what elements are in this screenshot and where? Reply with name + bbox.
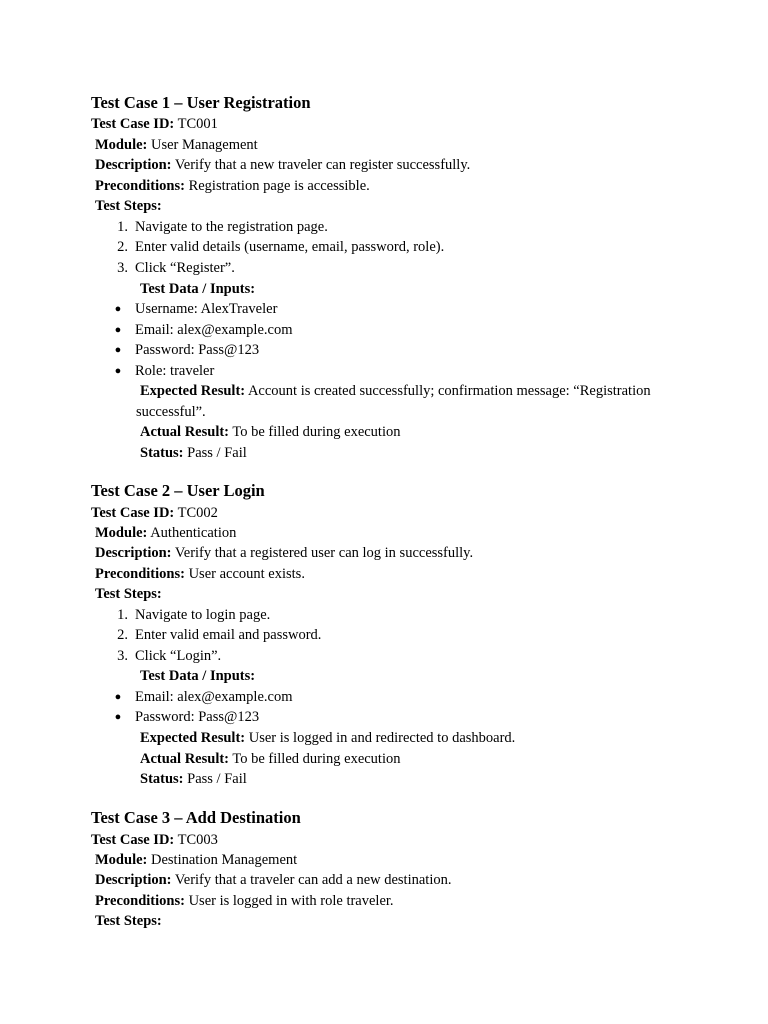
tc2-status: Pass / Fail bbox=[187, 771, 247, 787]
tc1-heading: Test Case 1 – User Registration bbox=[91, 93, 311, 112]
step-text: Navigate to login page. bbox=[135, 607, 271, 623]
tc3-steps-label bbox=[95, 911, 162, 931]
tc1-id-row bbox=[91, 114, 218, 134]
tc1-status: Pass / Fail bbox=[187, 445, 247, 461]
list-number: 2. bbox=[117, 627, 128, 643]
step-text: Click “Login”. bbox=[135, 648, 222, 664]
data-text: Username: AlexTraveler bbox=[135, 301, 278, 317]
bullet-icon: ● bbox=[114, 691, 122, 703]
field-label: Test Steps: bbox=[95, 586, 162, 602]
field-label: Test Case ID: bbox=[91, 505, 175, 521]
bullet-icon: ● bbox=[114, 324, 122, 336]
data-text: Password: Pass@123 bbox=[135, 342, 260, 358]
bullet-icon: ● bbox=[114, 711, 122, 723]
tc2-id-row bbox=[91, 503, 218, 523]
field-label: Status: bbox=[140, 445, 184, 461]
tc1-actual-row bbox=[140, 422, 401, 442]
tc2-expected: User is logged in and redirected to dashboard. bbox=[248, 730, 516, 746]
tc1-id: TC001 bbox=[177, 116, 218, 132]
field-label: Expected Result: bbox=[140, 383, 246, 399]
tc3-pre-row bbox=[95, 891, 394, 911]
tc1-desc: Verify that a new traveler can register successfully. bbox=[174, 157, 471, 173]
tc2-pre-row bbox=[95, 564, 305, 584]
tc2-steps-label bbox=[95, 584, 162, 604]
step-text: Navigate to the registration page. bbox=[135, 219, 328, 235]
tc1-expected-row bbox=[140, 381, 651, 401]
tc2-module-row bbox=[95, 523, 236, 543]
field-label: Status: bbox=[140, 771, 184, 787]
tc3-pre: User is logged in with role traveler. bbox=[188, 893, 394, 909]
tc2-data-label bbox=[140, 666, 255, 686]
data-text: Email: alex@example.com bbox=[135, 689, 293, 705]
list-number: 1. bbox=[117, 219, 128, 235]
bullet-icon: ● bbox=[114, 344, 122, 356]
field-label: Preconditions: bbox=[95, 893, 185, 909]
tc3-id-row bbox=[91, 830, 218, 850]
tc2-id: TC002 bbox=[177, 505, 218, 521]
data-text: Email: alex@example.com bbox=[135, 322, 293, 338]
field-label: Module: bbox=[95, 525, 148, 541]
tc2-expected-row bbox=[140, 728, 515, 748]
field-label: Module: bbox=[95, 852, 148, 868]
tc3-heading: Test Case 3 – Add Destination bbox=[91, 808, 301, 827]
step-text: Enter valid email and password. bbox=[135, 627, 322, 643]
field-label: Preconditions: bbox=[95, 178, 185, 194]
field-label: Preconditions: bbox=[95, 566, 185, 582]
list-number: 2. bbox=[117, 239, 128, 255]
field-label: Test Data / Inputs: bbox=[140, 281, 256, 297]
list-number: 3. bbox=[117, 260, 128, 276]
tc2-status-row bbox=[140, 769, 247, 789]
tc2-pre: User account exists. bbox=[188, 566, 305, 582]
data-text: Role: traveler bbox=[135, 363, 215, 379]
tc3-module: Destination Management bbox=[150, 852, 298, 868]
tc1-desc-row bbox=[95, 155, 470, 175]
field-label: Description: bbox=[95, 157, 172, 173]
tc1-steps-label bbox=[95, 196, 162, 216]
tc2-desc: Verify that a registered user can log in successfully. bbox=[174, 545, 474, 561]
tc3-desc-row bbox=[95, 870, 451, 890]
tc2-heading: Test Case 2 – User Login bbox=[91, 481, 265, 500]
step-text: Enter valid details (username, email, password, role). bbox=[135, 239, 445, 255]
field-label: Description: bbox=[95, 872, 172, 888]
data-text: Password: Pass@123 bbox=[135, 709, 260, 725]
list-number: 1. bbox=[117, 607, 128, 623]
tc1-status-row bbox=[140, 443, 247, 463]
field-label: Test Case ID: bbox=[91, 832, 175, 848]
tc2-desc-row bbox=[95, 543, 473, 563]
field-label: Actual Result: bbox=[140, 751, 230, 767]
tc1-module: User Management bbox=[150, 137, 258, 153]
field-label: Actual Result: bbox=[140, 424, 230, 440]
step-text: Click “Register”. bbox=[135, 260, 235, 276]
field-label: Test Steps: bbox=[95, 198, 162, 214]
field-label: Test Case ID: bbox=[91, 116, 175, 132]
tc1-expected: Account is created successfully; confirmation message: “Registration bbox=[247, 383, 651, 399]
tc2-module: Authentication bbox=[150, 525, 237, 541]
field-label: Module: bbox=[95, 137, 148, 153]
list-number: 3. bbox=[117, 648, 128, 664]
tc2-actual-row bbox=[140, 749, 401, 769]
tc2-actual: To be filled during execution bbox=[232, 751, 401, 767]
tc3-id: TC003 bbox=[177, 832, 218, 848]
bullet-icon: ● bbox=[114, 365, 122, 377]
field-label: Test Data / Inputs: bbox=[140, 668, 256, 684]
tc1-pre-row bbox=[95, 176, 370, 196]
tc1-expected-cont: successful”. bbox=[136, 404, 206, 420]
tc1-data-label bbox=[140, 279, 255, 299]
tc1-actual: To be filled during execution bbox=[232, 424, 401, 440]
field-label: Expected Result: bbox=[140, 730, 246, 746]
field-label: Test Steps: bbox=[95, 913, 162, 929]
tc3-desc: Verify that a traveler can add a new destination. bbox=[174, 872, 452, 888]
tc1-module-row bbox=[95, 135, 258, 155]
tc1-pre: Registration page is accessible. bbox=[188, 178, 370, 194]
tc3-module-row bbox=[95, 850, 297, 870]
bullet-icon: ● bbox=[114, 303, 122, 315]
field-label: Description: bbox=[95, 545, 172, 561]
